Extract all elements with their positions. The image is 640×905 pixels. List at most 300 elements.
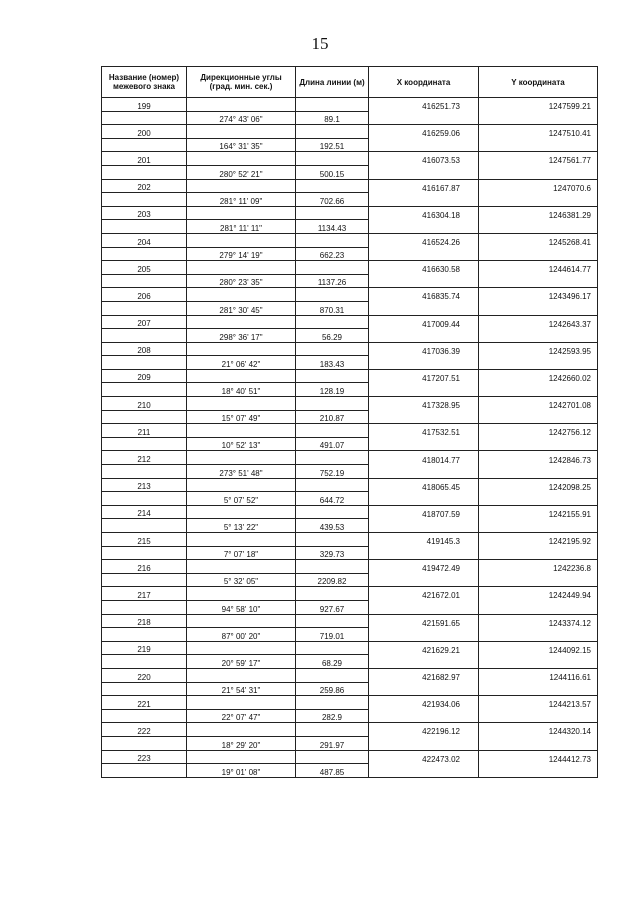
table-row — [102, 505, 598, 519]
empty-cell — [187, 288, 296, 302]
table-row — [102, 600, 598, 614]
table-row — [102, 152, 598, 166]
direction-angle-cell: 164° 31' 35" — [187, 138, 296, 152]
empty-cell — [102, 519, 187, 533]
table-row — [102, 329, 598, 343]
empty-cell — [296, 397, 369, 411]
x-coordinate-cell: 419472.49 — [369, 560, 479, 574]
empty-cell — [102, 165, 187, 179]
empty-cell — [187, 451, 296, 465]
empty-cell — [187, 98, 296, 112]
empty-cell — [479, 736, 598, 750]
x-coordinate-cell: 422196.12 — [369, 723, 479, 737]
x-coordinate-cell: 417036.39 — [369, 342, 479, 356]
empty-cell — [296, 315, 369, 329]
empty-cell — [102, 546, 187, 560]
empty-cell — [102, 492, 187, 506]
line-length-cell: 192.51 — [296, 138, 369, 152]
x-coordinate-cell: 416073.53 — [369, 152, 479, 166]
table-row — [102, 533, 598, 547]
direction-angle-cell: 280° 52' 21" — [187, 165, 296, 179]
table-row — [102, 165, 598, 179]
empty-cell — [187, 614, 296, 628]
point-name-cell: 220 — [102, 668, 187, 682]
empty-cell — [102, 410, 187, 424]
empty-cell — [102, 138, 187, 152]
empty-cell — [479, 465, 598, 479]
line-length-cell: 439.53 — [296, 519, 369, 533]
page-number: 15 — [311, 34, 329, 53]
empty-cell — [102, 193, 187, 207]
empty-cell — [187, 560, 296, 574]
line-length-cell: 870.31 — [296, 301, 369, 315]
y-coordinate-cell: 1247599.21 — [479, 98, 598, 112]
direction-angle-cell: 87° 00' 20" — [187, 628, 296, 642]
table-row — [102, 750, 598, 764]
x-coordinate-cell: 416251.73 — [369, 98, 479, 112]
empty-cell — [369, 410, 479, 424]
x-coordinate-cell: 418014.77 — [369, 451, 479, 465]
empty-cell — [187, 233, 296, 247]
empty-cell — [187, 315, 296, 329]
point-name-cell: 212 — [102, 451, 187, 465]
point-name-cell: 208 — [102, 342, 187, 356]
empty-cell — [102, 301, 187, 315]
table-row — [102, 424, 598, 438]
table-row — [102, 342, 598, 356]
empty-cell — [369, 383, 479, 397]
y-coordinate-cell: 1242660.02 — [479, 369, 598, 383]
empty-cell — [479, 519, 598, 533]
line-length-cell: 1137.26 — [296, 274, 369, 288]
empty-cell — [187, 641, 296, 655]
y-coordinate-cell: 1247070.6 — [479, 179, 598, 193]
empty-cell — [296, 152, 369, 166]
empty-cell — [369, 247, 479, 261]
empty-cell — [369, 356, 479, 370]
empty-cell — [369, 546, 479, 560]
empty-cell — [369, 655, 479, 669]
point-name-cell: 207 — [102, 315, 187, 329]
line-length-cell: 210.87 — [296, 410, 369, 424]
table-row — [102, 478, 598, 492]
table-row — [102, 451, 598, 465]
empty-cell — [479, 220, 598, 234]
empty-cell — [479, 383, 598, 397]
empty-cell — [187, 206, 296, 220]
table-row — [102, 736, 598, 750]
x-coordinate-cell: 419145.3 — [369, 533, 479, 547]
line-length-cell: 662.23 — [296, 247, 369, 261]
empty-cell — [296, 424, 369, 438]
y-coordinate-cell: 1242701.08 — [479, 397, 598, 411]
point-name-cell: 214 — [102, 505, 187, 519]
table-row — [102, 492, 598, 506]
empty-cell — [479, 546, 598, 560]
empty-cell — [187, 179, 296, 193]
table-row — [102, 764, 598, 778]
direction-angle-cell: 5° 13' 22" — [187, 519, 296, 533]
empty-cell — [187, 261, 296, 275]
point-name-cell: 219 — [102, 641, 187, 655]
empty-cell — [479, 764, 598, 778]
table-row — [102, 383, 598, 397]
point-name-cell: 204 — [102, 233, 187, 247]
table-row — [102, 356, 598, 370]
direction-angle-cell: 18° 40' 51" — [187, 383, 296, 397]
empty-cell — [479, 655, 598, 669]
empty-cell — [296, 125, 369, 139]
empty-cell — [187, 696, 296, 710]
direction-angle-cell: 281° 11' 09" — [187, 193, 296, 207]
table-row — [102, 437, 598, 451]
table-row — [102, 655, 598, 669]
table-row — [102, 465, 598, 479]
empty-cell — [296, 587, 369, 601]
empty-cell — [102, 709, 187, 723]
empty-cell — [479, 628, 598, 642]
empty-cell — [187, 533, 296, 547]
point-name-cell: 210 — [102, 397, 187, 411]
direction-angle-cell: 5° 07' 52" — [187, 492, 296, 506]
table-row — [102, 641, 598, 655]
empty-cell — [369, 709, 479, 723]
table-row — [102, 397, 598, 411]
x-coordinate-cell: 421934.06 — [369, 696, 479, 710]
header-name: Название (номер) межевого знака — [102, 67, 187, 98]
empty-cell — [479, 165, 598, 179]
table-row — [102, 247, 598, 261]
empty-cell — [479, 274, 598, 288]
table-row — [102, 682, 598, 696]
y-coordinate-cell: 1243374.12 — [479, 614, 598, 628]
empty-cell — [479, 573, 598, 587]
x-coordinate-cell: 421629.21 — [369, 641, 479, 655]
empty-cell — [102, 220, 187, 234]
empty-cell — [187, 750, 296, 764]
line-length-cell: 719.01 — [296, 628, 369, 642]
direction-angle-cell: 22° 07' 47" — [187, 709, 296, 723]
line-length-cell: 183.43 — [296, 356, 369, 370]
table-body — [102, 98, 598, 778]
empty-cell — [102, 655, 187, 669]
direction-angle-cell: 18° 29' 20" — [187, 736, 296, 750]
empty-cell — [187, 424, 296, 438]
empty-cell — [187, 723, 296, 737]
empty-cell — [369, 736, 479, 750]
table-row — [102, 315, 598, 329]
empty-cell — [102, 329, 187, 343]
direction-angle-cell: 21° 06' 42" — [187, 356, 296, 370]
y-coordinate-cell: 1244116.61 — [479, 668, 598, 682]
table-row — [102, 261, 598, 275]
point-name-cell: 213 — [102, 478, 187, 492]
x-coordinate-cell: 416259.06 — [369, 125, 479, 139]
direction-angle-cell: 7° 07' 18" — [187, 546, 296, 560]
empty-cell — [102, 682, 187, 696]
table-header-row — [102, 67, 598, 98]
line-length-cell: 291.97 — [296, 736, 369, 750]
y-coordinate-cell: 1244412.73 — [479, 750, 598, 764]
header-x: X координата — [369, 67, 479, 98]
point-name-cell: 202 — [102, 179, 187, 193]
y-coordinate-cell: 1242593.95 — [479, 342, 598, 356]
line-length-cell: 68.29 — [296, 655, 369, 669]
empty-cell — [369, 465, 479, 479]
header-angle: Дирекционные углы (град. мин. сек.) — [187, 67, 296, 98]
y-coordinate-cell: 1247510.41 — [479, 125, 598, 139]
table-row — [102, 696, 598, 710]
y-coordinate-cell: 1246381.29 — [479, 206, 598, 220]
header-length: Длина линии (м) — [296, 67, 369, 98]
empty-cell — [479, 600, 598, 614]
header-y: Y координата — [479, 67, 598, 98]
empty-cell — [187, 478, 296, 492]
y-coordinate-cell: 1244092.15 — [479, 641, 598, 655]
empty-cell — [102, 274, 187, 288]
empty-cell — [187, 369, 296, 383]
empty-cell — [369, 600, 479, 614]
empty-cell — [479, 356, 598, 370]
line-length-cell: 702.66 — [296, 193, 369, 207]
table-row — [102, 111, 598, 125]
point-name-cell: 199 — [102, 98, 187, 112]
x-coordinate-cell: 417207.51 — [369, 369, 479, 383]
empty-cell — [369, 193, 479, 207]
empty-cell — [296, 179, 369, 193]
table-row — [102, 668, 598, 682]
empty-cell — [102, 600, 187, 614]
empty-cell — [369, 492, 479, 506]
x-coordinate-cell: 417328.95 — [369, 397, 479, 411]
y-coordinate-cell: 1242195.92 — [479, 533, 598, 547]
table-row — [102, 723, 598, 737]
direction-angle-cell: 20° 59' 17" — [187, 655, 296, 669]
empty-cell — [102, 383, 187, 397]
y-coordinate-cell: 1245268.41 — [479, 233, 598, 247]
empty-cell — [369, 301, 479, 315]
x-coordinate-cell: 417532.51 — [369, 424, 479, 438]
empty-cell — [296, 614, 369, 628]
x-coordinate-cell: 417009.44 — [369, 315, 479, 329]
table-row — [102, 125, 598, 139]
table-row — [102, 709, 598, 723]
empty-cell — [187, 152, 296, 166]
y-coordinate-cell: 1242449.94 — [479, 587, 598, 601]
y-coordinate-cell: 1243496.17 — [479, 288, 598, 302]
line-length-cell: 1134.43 — [296, 220, 369, 234]
point-name-cell: 223 — [102, 750, 187, 764]
empty-cell — [369, 111, 479, 125]
direction-angle-cell: 5° 32' 05" — [187, 573, 296, 587]
y-coordinate-cell: 1242155.91 — [479, 505, 598, 519]
empty-cell — [296, 478, 369, 492]
empty-cell — [296, 261, 369, 275]
point-name-cell: 221 — [102, 696, 187, 710]
empty-cell — [479, 492, 598, 506]
empty-cell — [187, 505, 296, 519]
line-length-cell: 89.1 — [296, 111, 369, 125]
empty-cell — [102, 465, 187, 479]
empty-cell — [369, 165, 479, 179]
empty-cell — [187, 125, 296, 139]
empty-cell — [479, 709, 598, 723]
empty-cell — [187, 587, 296, 601]
x-coordinate-cell: 418065.45 — [369, 478, 479, 492]
table-row — [102, 98, 598, 112]
y-coordinate-cell: 1242643.37 — [479, 315, 598, 329]
empty-cell — [102, 736, 187, 750]
empty-cell — [296, 668, 369, 682]
x-coordinate-cell: 416835.74 — [369, 288, 479, 302]
table-row — [102, 301, 598, 315]
line-length-cell: 644.72 — [296, 492, 369, 506]
x-coordinate-cell: 421682.97 — [369, 668, 479, 682]
empty-cell — [479, 437, 598, 451]
line-length-cell: 259.86 — [296, 682, 369, 696]
point-name-cell: 200 — [102, 125, 187, 139]
line-length-cell: 500.15 — [296, 165, 369, 179]
empty-cell — [369, 138, 479, 152]
table-row — [102, 138, 598, 152]
empty-cell — [187, 397, 296, 411]
empty-cell — [369, 628, 479, 642]
empty-cell — [296, 533, 369, 547]
line-length-cell: 282.9 — [296, 709, 369, 723]
table-row — [102, 206, 598, 220]
empty-cell — [296, 288, 369, 302]
y-coordinate-cell: 1247561.77 — [479, 152, 598, 166]
x-coordinate-cell: 421672.01 — [369, 587, 479, 601]
direction-angle-cell: 10° 52' 13" — [187, 437, 296, 451]
empty-cell — [296, 560, 369, 574]
table-row — [102, 233, 598, 247]
empty-cell — [369, 764, 479, 778]
empty-cell — [479, 193, 598, 207]
y-coordinate-cell: 1242098.25 — [479, 478, 598, 492]
table-row — [102, 546, 598, 560]
empty-cell — [102, 247, 187, 261]
line-length-cell: 2209.82 — [296, 573, 369, 587]
empty-cell — [102, 573, 187, 587]
line-length-cell: 487.85 — [296, 764, 369, 778]
point-name-cell: 218 — [102, 614, 187, 628]
point-name-cell: 201 — [102, 152, 187, 166]
boundary-coordinates-table — [101, 66, 598, 778]
table-row — [102, 274, 598, 288]
empty-cell — [369, 682, 479, 696]
empty-cell — [296, 342, 369, 356]
empty-cell — [479, 138, 598, 152]
x-coordinate-cell: 418707.59 — [369, 505, 479, 519]
point-name-cell: 205 — [102, 261, 187, 275]
x-coordinate-cell: 421591.65 — [369, 614, 479, 628]
point-name-cell: 216 — [102, 560, 187, 574]
empty-cell — [369, 437, 479, 451]
direction-angle-cell: 273° 51' 48" — [187, 465, 296, 479]
y-coordinate-cell: 1244614.77 — [479, 261, 598, 275]
empty-cell — [296, 750, 369, 764]
table-row — [102, 587, 598, 601]
x-coordinate-cell: 416167.87 — [369, 179, 479, 193]
empty-cell — [479, 301, 598, 315]
table-row — [102, 220, 598, 234]
empty-cell — [102, 628, 187, 642]
direction-angle-cell: 94° 58' 10" — [187, 600, 296, 614]
empty-cell — [479, 329, 598, 343]
empty-cell — [296, 723, 369, 737]
point-name-cell: 222 — [102, 723, 187, 737]
empty-cell — [479, 247, 598, 261]
table-row — [102, 179, 598, 193]
table-row — [102, 573, 598, 587]
line-length-cell: 491.07 — [296, 437, 369, 451]
table-row — [102, 288, 598, 302]
empty-cell — [369, 573, 479, 587]
empty-cell — [296, 98, 369, 112]
y-coordinate-cell: 1242846.73 — [479, 451, 598, 465]
direction-angle-cell: 298° 36' 17" — [187, 329, 296, 343]
direction-angle-cell: 280° 23' 35" — [187, 274, 296, 288]
line-length-cell: 56.29 — [296, 329, 369, 343]
x-coordinate-cell: 416524.26 — [369, 233, 479, 247]
empty-cell — [369, 329, 479, 343]
line-length-cell: 927.67 — [296, 600, 369, 614]
x-coordinate-cell: 416304.18 — [369, 206, 479, 220]
table-row — [102, 560, 598, 574]
direction-angle-cell: 279° 14' 19" — [187, 247, 296, 261]
empty-cell — [102, 764, 187, 778]
empty-cell — [296, 369, 369, 383]
empty-cell — [102, 437, 187, 451]
empty-cell — [296, 206, 369, 220]
empty-cell — [187, 668, 296, 682]
empty-cell — [187, 342, 296, 356]
empty-cell — [296, 641, 369, 655]
line-length-cell: 329.73 — [296, 546, 369, 560]
empty-cell — [102, 356, 187, 370]
empty-cell — [479, 410, 598, 424]
table-row — [102, 410, 598, 424]
table-row — [102, 519, 598, 533]
direction-angle-cell: 281° 11' 11" — [187, 220, 296, 234]
table-row — [102, 369, 598, 383]
empty-cell — [479, 111, 598, 125]
direction-angle-cell: 15° 07' 49" — [187, 410, 296, 424]
empty-cell — [296, 233, 369, 247]
point-name-cell: 215 — [102, 533, 187, 547]
empty-cell — [369, 274, 479, 288]
y-coordinate-cell: 1244320.14 — [479, 723, 598, 737]
point-name-cell: 217 — [102, 587, 187, 601]
empty-cell — [369, 220, 479, 234]
empty-cell — [296, 505, 369, 519]
empty-cell — [479, 682, 598, 696]
point-name-cell: 206 — [102, 288, 187, 302]
y-coordinate-cell: 1244213.57 — [479, 696, 598, 710]
empty-cell — [296, 696, 369, 710]
x-coordinate-cell: 422473.02 — [369, 750, 479, 764]
y-coordinate-cell: 1242756.12 — [479, 424, 598, 438]
table-row — [102, 193, 598, 207]
point-name-cell: 203 — [102, 206, 187, 220]
x-coordinate-cell: 416630.58 — [369, 261, 479, 275]
y-coordinate-cell: 1242236.8 — [479, 560, 598, 574]
direction-angle-cell: 274° 43' 06" — [187, 111, 296, 125]
direction-angle-cell: 21° 54' 31" — [187, 682, 296, 696]
direction-angle-cell: 19° 01' 08" — [187, 764, 296, 778]
point-name-cell: 211 — [102, 424, 187, 438]
